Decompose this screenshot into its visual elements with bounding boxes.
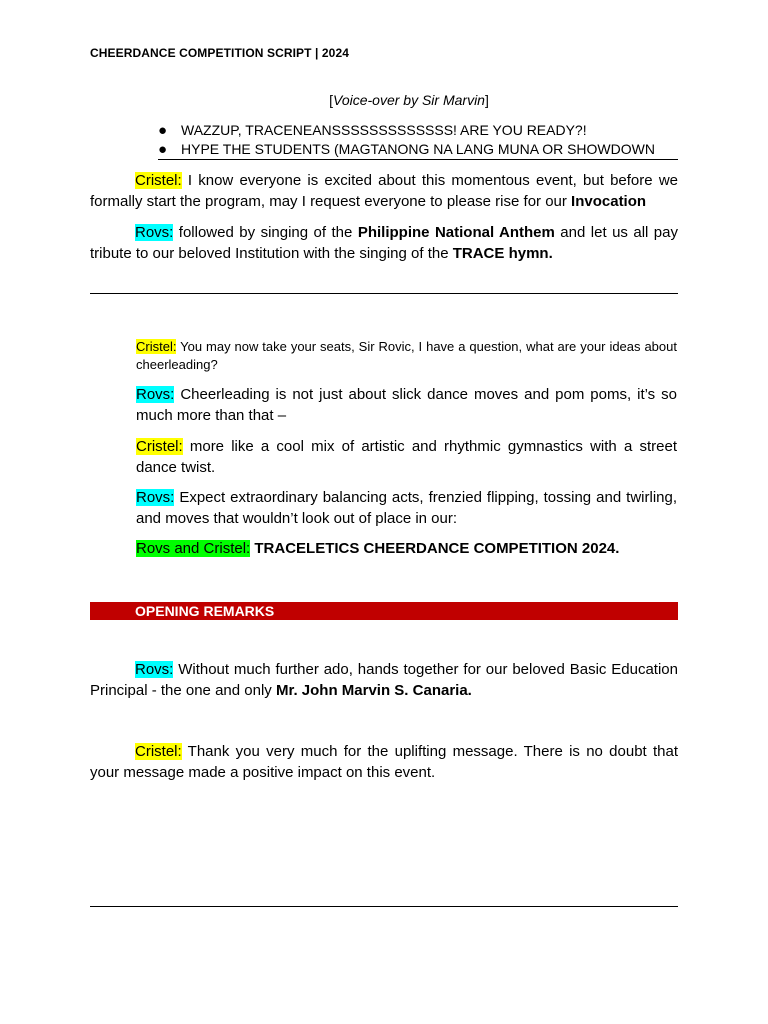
divider [90,906,678,907]
voice-over-open: [ [329,92,333,108]
paragraph-cristel-gymnastics [136,436,677,478]
list-item [158,140,678,160]
dialogue-text: Without much further ado, hands together for our beloved Basic Education Principal - the one and only [90,661,678,699]
paragraph-cristel-question [136,338,677,374]
speaker-label: Rovs and Cristel: [136,540,251,557]
bullet-text: WAZZUP, TRACENEANSSSSSSSSSSSSS! ARE YOU READY?! [181,122,587,138]
bullet-icon: ● [158,141,168,158]
divider [90,293,678,294]
dialogue-text: Cheerleading is not just about slick dance moves and pom poms, it’s so much more than that – [136,386,677,424]
dialogue-text: and let us all pay tribute to our beloved Institution with the singing of the [90,224,678,262]
paragraph-cristel-thanks [90,741,678,783]
bullet-list [158,121,678,160]
emphasis-text: TRACELETICS CHEERDANCE COMPETITION 2024. [250,540,620,557]
page-header: CHEERDANCE COMPETITION SCRIPT | 2024 [90,46,349,60]
bullet-icon: ● [158,122,168,139]
speaker-label: Cristel: [135,743,182,760]
voice-over-text: Voice-over by Sir Marvin [333,92,485,108]
dialogue-text: Expect extraordinary balancing acts, frenzied flipping, tossing and twirling, and moves that wouldn’t look out of place in our: [136,489,677,527]
emphasis-text: TRACE hymn. [452,245,553,262]
paragraph-both-competition [136,538,677,559]
list-item [158,121,678,140]
speaker-label: Rovs: [135,224,174,241]
emphasis-text: Philippine National Anthem [357,224,555,241]
emphasis-text: Mr. John Marvin S. Canaria. [275,682,472,699]
paragraph-rovs-cheerleading [136,384,677,426]
paragraph-cristel-invocation [90,170,678,212]
dialogue-text: more like a cool mix of artistic and rhythmic gymnastics with a street dance twist. [136,438,677,476]
bullet-text: HYPE THE STUDENTS (MAGTANONG NA LANG MUNA OR SHOWDOWN [181,141,655,157]
speaker-label: Cristel: [136,339,177,354]
emphasis-text: Invocation [571,193,647,210]
speaker-label: Rovs: [136,386,175,403]
paragraph-rovs-principal [90,659,678,701]
speaker-label: Rovs: [135,661,174,678]
dialogue-text: Thank you very much for the uplifting message. There is no doubt that your message made a positive impact on this event. [90,743,678,781]
speaker-label: Rovs: [136,489,175,506]
voice-over-note [0,92,768,108]
section-title: OPENING REMARKS [135,603,275,619]
dialogue-text: I know everyone is excited about this momentous event, but before we formally start the program, may I request everyone to please rise for our [90,172,678,210]
speaker-label: Cristel: [136,438,183,455]
dialogue-text: followed by singing of the [173,224,358,241]
dialogue-text: You may now take your seats, Sir Rovic, I have a question, what are your ideas about cheerleading? [136,339,677,372]
paragraph-rovs-anthem [90,222,678,264]
voice-over-close: ] [484,92,489,108]
paragraph-rovs-balancing [136,487,677,529]
section-header [90,602,678,620]
speaker-label: Cristel: [135,172,182,189]
